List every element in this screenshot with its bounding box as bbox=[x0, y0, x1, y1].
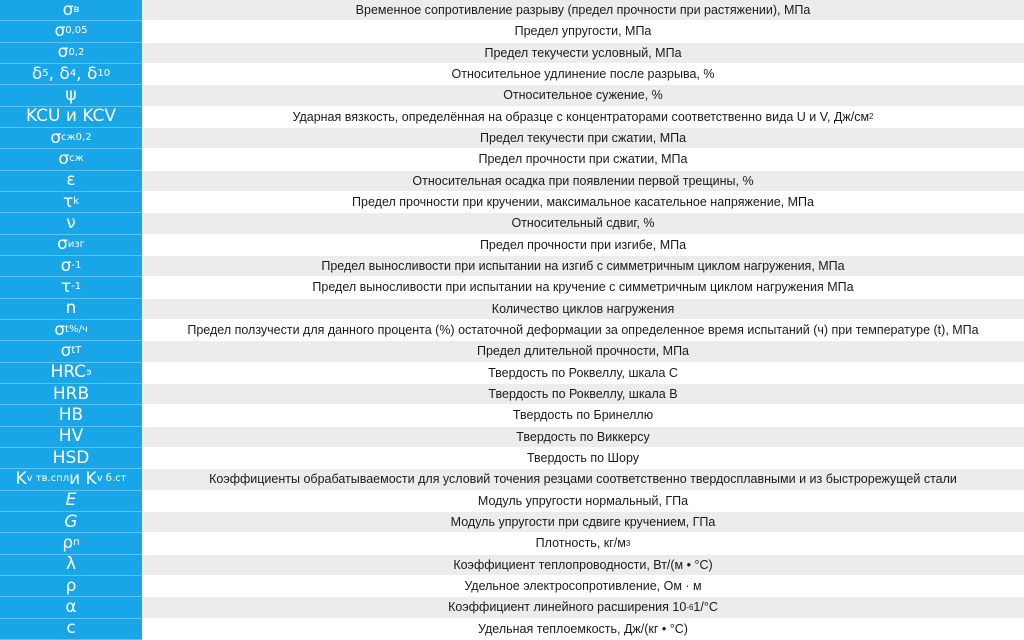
symbol-cell bbox=[0, 64, 142, 85]
table-row bbox=[0, 21, 1024, 42]
symbol-cell bbox=[0, 171, 142, 192]
description-text: Твердость по Роквеллу, шкала В bbox=[488, 387, 678, 402]
symbol-base: HV bbox=[58, 426, 84, 447]
description-cell bbox=[142, 128, 1024, 149]
table-row bbox=[0, 213, 1024, 234]
description-text: Твердость по Бринеллю bbox=[512, 408, 654, 423]
description-text: Относительное сужение, % bbox=[503, 88, 663, 103]
description-cell bbox=[142, 533, 1024, 554]
symbol-base: τ bbox=[62, 191, 74, 212]
symbol-cell bbox=[0, 0, 142, 21]
symbol-cell bbox=[0, 21, 142, 42]
description-cell bbox=[142, 491, 1024, 512]
description-cell bbox=[142, 192, 1024, 213]
symbol-cell bbox=[0, 384, 142, 405]
description-cell bbox=[142, 512, 1024, 533]
description-cell bbox=[142, 320, 1024, 341]
table-row bbox=[0, 128, 1024, 149]
description-text: Модуль упругости при сдвиге кручением, ГПа bbox=[450, 515, 716, 530]
description-cell bbox=[142, 213, 1024, 234]
symbol-base: σ bbox=[57, 234, 68, 255]
table-row bbox=[0, 597, 1024, 618]
symbol-cell bbox=[0, 448, 142, 469]
description-cell bbox=[142, 363, 1024, 384]
symbol-subscript: 4 bbox=[69, 68, 77, 80]
symbol-base: ρ bbox=[65, 575, 77, 596]
description-text: Предел прочности при кручении, максимальное касательное напряжение, МПа bbox=[352, 195, 814, 210]
description-superscript: 2 bbox=[869, 112, 874, 122]
symbol-subscript: k bbox=[73, 196, 80, 208]
symbol-subscript: сж0,2 bbox=[61, 132, 92, 144]
table-row bbox=[0, 341, 1024, 362]
description-cell bbox=[142, 341, 1024, 362]
symbol-base: σ bbox=[50, 127, 62, 148]
table-row bbox=[0, 43, 1024, 64]
symbol-subscript: 10 bbox=[97, 68, 111, 80]
symbol-subscript: изг bbox=[67, 238, 85, 250]
symbol-base: ε bbox=[66, 170, 76, 191]
symbol-base: KCU и KCV bbox=[25, 106, 117, 127]
description-text: Коэффициент линейного расширения 10 bbox=[448, 600, 687, 615]
table-row bbox=[0, 363, 1024, 384]
symbol-cell bbox=[0, 235, 142, 256]
description-cell bbox=[142, 555, 1024, 576]
symbol-base: HRB bbox=[52, 383, 90, 404]
description-cell bbox=[142, 427, 1024, 448]
symbol-cell bbox=[0, 576, 142, 597]
symbol-base: HRC bbox=[50, 362, 87, 383]
symbol-subscript: v тв.спл bbox=[26, 473, 70, 485]
table-row bbox=[0, 171, 1024, 192]
description-cell bbox=[142, 0, 1024, 21]
table-row bbox=[0, 448, 1024, 469]
symbol-superscript: t bbox=[71, 345, 76, 357]
symbol-cell bbox=[0, 128, 142, 149]
symbol-subscript: %/ч bbox=[68, 324, 88, 336]
symbol-cell bbox=[0, 427, 142, 448]
symbol-subscript: T bbox=[75, 345, 82, 357]
symbol-cell bbox=[0, 149, 142, 170]
description-cell bbox=[142, 597, 1024, 618]
symbol-base: σ bbox=[57, 42, 69, 63]
table-row bbox=[0, 555, 1024, 576]
description-text: Модуль упругости нормальный, ГПа bbox=[477, 493, 689, 508]
symbol-cell bbox=[0, 277, 142, 298]
description-text: Предел длительной прочности, МПа bbox=[476, 344, 690, 359]
table-row bbox=[0, 149, 1024, 170]
description-text: Относительная осадка при появлении первой трещины, % bbox=[412, 173, 754, 188]
symbol-cell bbox=[0, 512, 142, 533]
description-cell bbox=[142, 299, 1024, 320]
description-text: Твердость по Роквеллу, шкала С bbox=[488, 365, 678, 380]
symbol-cell bbox=[0, 107, 142, 128]
symbol-cell bbox=[0, 469, 142, 490]
symbol-cell bbox=[0, 85, 142, 106]
symbol-base: σ bbox=[62, 0, 74, 20]
symbol-cell bbox=[0, 597, 142, 618]
description-tail: 1/°С bbox=[693, 600, 718, 615]
symbol-base: α bbox=[65, 596, 77, 617]
table-row bbox=[0, 469, 1024, 490]
table-row bbox=[0, 512, 1024, 533]
description-cell bbox=[142, 64, 1024, 85]
description-text: Относительный сдвиг, % bbox=[511, 216, 655, 231]
description-text: Предел прочности при изгибе, МПа bbox=[479, 237, 687, 252]
table-row bbox=[0, 277, 1024, 298]
description-cell bbox=[142, 171, 1024, 192]
description-text: Твердость по Виккерсу bbox=[516, 429, 650, 444]
symbol-separator: , δ bbox=[48, 63, 70, 84]
description-cell bbox=[142, 277, 1024, 298]
table-row bbox=[0, 64, 1024, 85]
table-row bbox=[0, 256, 1024, 277]
symbol-subscript: 5 bbox=[42, 68, 49, 80]
table-row bbox=[0, 299, 1024, 320]
table-row bbox=[0, 107, 1024, 128]
table-row bbox=[0, 384, 1024, 405]
table-row bbox=[0, 405, 1024, 426]
symbol-base: λ bbox=[65, 554, 77, 575]
description-text: Плотность, кг/м bbox=[535, 536, 626, 551]
description-cell bbox=[142, 21, 1024, 42]
description-cell bbox=[142, 576, 1024, 597]
symbol-cell bbox=[0, 320, 142, 341]
description-cell bbox=[142, 448, 1024, 469]
description-cell bbox=[142, 405, 1024, 426]
description-text: Предел ползучести для данного процента (%) остаточной деформации за определенное время испытаний (ч) при температуре (t), МПа bbox=[187, 323, 979, 338]
description-cell bbox=[142, 619, 1024, 640]
table-row bbox=[0, 192, 1024, 213]
description-text: Коэффициенты обрабатываемости для условий точения резцами соответственно твердосплавными и из быстрорежущей стали bbox=[209, 472, 957, 487]
symbol-separator: и K bbox=[69, 468, 97, 489]
symbol-base: σ bbox=[54, 319, 66, 340]
table-row bbox=[0, 320, 1024, 341]
symbol-cell bbox=[0, 405, 142, 426]
symbol-subscript: э bbox=[86, 366, 92, 378]
description-cell bbox=[142, 384, 1024, 405]
symbol-base: δ bbox=[31, 63, 43, 84]
description-text: Количество циклов нагружения bbox=[491, 301, 675, 316]
table-row bbox=[0, 85, 1024, 106]
description-text: Предел текучести условный, МПа bbox=[484, 45, 682, 60]
symbol-cell bbox=[0, 213, 142, 234]
symbol-base: τ bbox=[60, 276, 72, 297]
symbol-cell bbox=[0, 256, 142, 277]
symbol-base: σ bbox=[54, 20, 66, 41]
table-row bbox=[0, 0, 1024, 21]
symbol-cell bbox=[0, 43, 142, 64]
table-row bbox=[0, 576, 1024, 597]
description-cell bbox=[142, 107, 1024, 128]
table-row bbox=[0, 619, 1024, 640]
symbol-base: ν bbox=[66, 212, 76, 233]
table-row bbox=[0, 427, 1024, 448]
symbol-cell bbox=[0, 533, 142, 554]
symbol-base: σ bbox=[60, 340, 72, 361]
symbol-base: ψ bbox=[65, 84, 77, 105]
symbol-subscript: сж bbox=[69, 153, 84, 165]
symbol-cell bbox=[0, 363, 142, 384]
description-superscript: -6 bbox=[686, 602, 694, 612]
description-superscript: 3 bbox=[625, 538, 631, 548]
symbol-base: K bbox=[15, 468, 27, 489]
description-text: Предел текучести при сжатии, МПа bbox=[479, 131, 687, 146]
symbol-cell bbox=[0, 299, 142, 320]
description-text: Твердость по Шору bbox=[526, 451, 640, 466]
table-row bbox=[0, 491, 1024, 512]
symbol-subscript: v б.ст bbox=[96, 473, 127, 485]
table-row bbox=[0, 533, 1024, 554]
symbol-base: σ bbox=[58, 148, 70, 169]
description-text: Предел выносливости при испытании на кручение с симметричным циклом нагружения МПа bbox=[312, 280, 854, 295]
description-cell bbox=[142, 85, 1024, 106]
symbol-subscript: -1 bbox=[71, 260, 82, 272]
description-text: Относительное удлинение после разрыва, % bbox=[451, 67, 715, 82]
description-text: Ударная вязкость, определённая на образце с концентраторами соответственно вида U и V, Дж/см bbox=[292, 109, 870, 124]
symbol-separator: , δ bbox=[76, 63, 98, 84]
symbol-subscript: -1 bbox=[71, 281, 82, 293]
symbol-base: n bbox=[65, 298, 77, 319]
symbol-base: G bbox=[64, 511, 78, 532]
symbol-subscript: 0,2 bbox=[68, 46, 85, 58]
description-text: Удельная теплоемкость, Дж/(кг • °С) bbox=[478, 621, 688, 636]
description-cell bbox=[142, 469, 1024, 490]
symbol-base: σ bbox=[60, 255, 72, 276]
symbol-subscript: п bbox=[73, 537, 80, 549]
symbol-subscript: в bbox=[73, 4, 80, 16]
symbol-base: ρ bbox=[62, 532, 74, 553]
description-cell bbox=[142, 149, 1024, 170]
symbol-subscript: 0,05 bbox=[65, 25, 88, 37]
description-cell bbox=[142, 43, 1024, 64]
description-text: Коэффициент теплопроводности, Вт/(м • °С) bbox=[453, 557, 713, 572]
description-cell bbox=[142, 256, 1024, 277]
symbol-cell bbox=[0, 555, 142, 576]
description-text: Предел выносливости при испытании на изгиб с симметричным циклом нагружения, МПа bbox=[321, 259, 845, 274]
symbol-base: c bbox=[66, 618, 76, 639]
symbol-base: HB bbox=[58, 404, 84, 425]
symbol-base: E bbox=[65, 490, 77, 511]
description-text: Предел упругости, МПа bbox=[514, 24, 652, 39]
description-cell bbox=[142, 235, 1024, 256]
symbol-cell bbox=[0, 341, 142, 362]
table-row bbox=[0, 235, 1024, 256]
description-text: Удельное электросопротивление, Ом · м bbox=[464, 579, 702, 594]
description-text: Предел прочности при сжатии, МПа bbox=[478, 152, 688, 167]
symbol-cell bbox=[0, 619, 142, 640]
symbol-superscript: t bbox=[65, 324, 69, 336]
symbol-cell bbox=[0, 192, 142, 213]
description-text: Временное сопротивление разрыву (предел прочности при растяжении), МПа bbox=[355, 3, 811, 18]
symbol-cell bbox=[0, 491, 142, 512]
symbol-base: HSD bbox=[52, 447, 90, 468]
